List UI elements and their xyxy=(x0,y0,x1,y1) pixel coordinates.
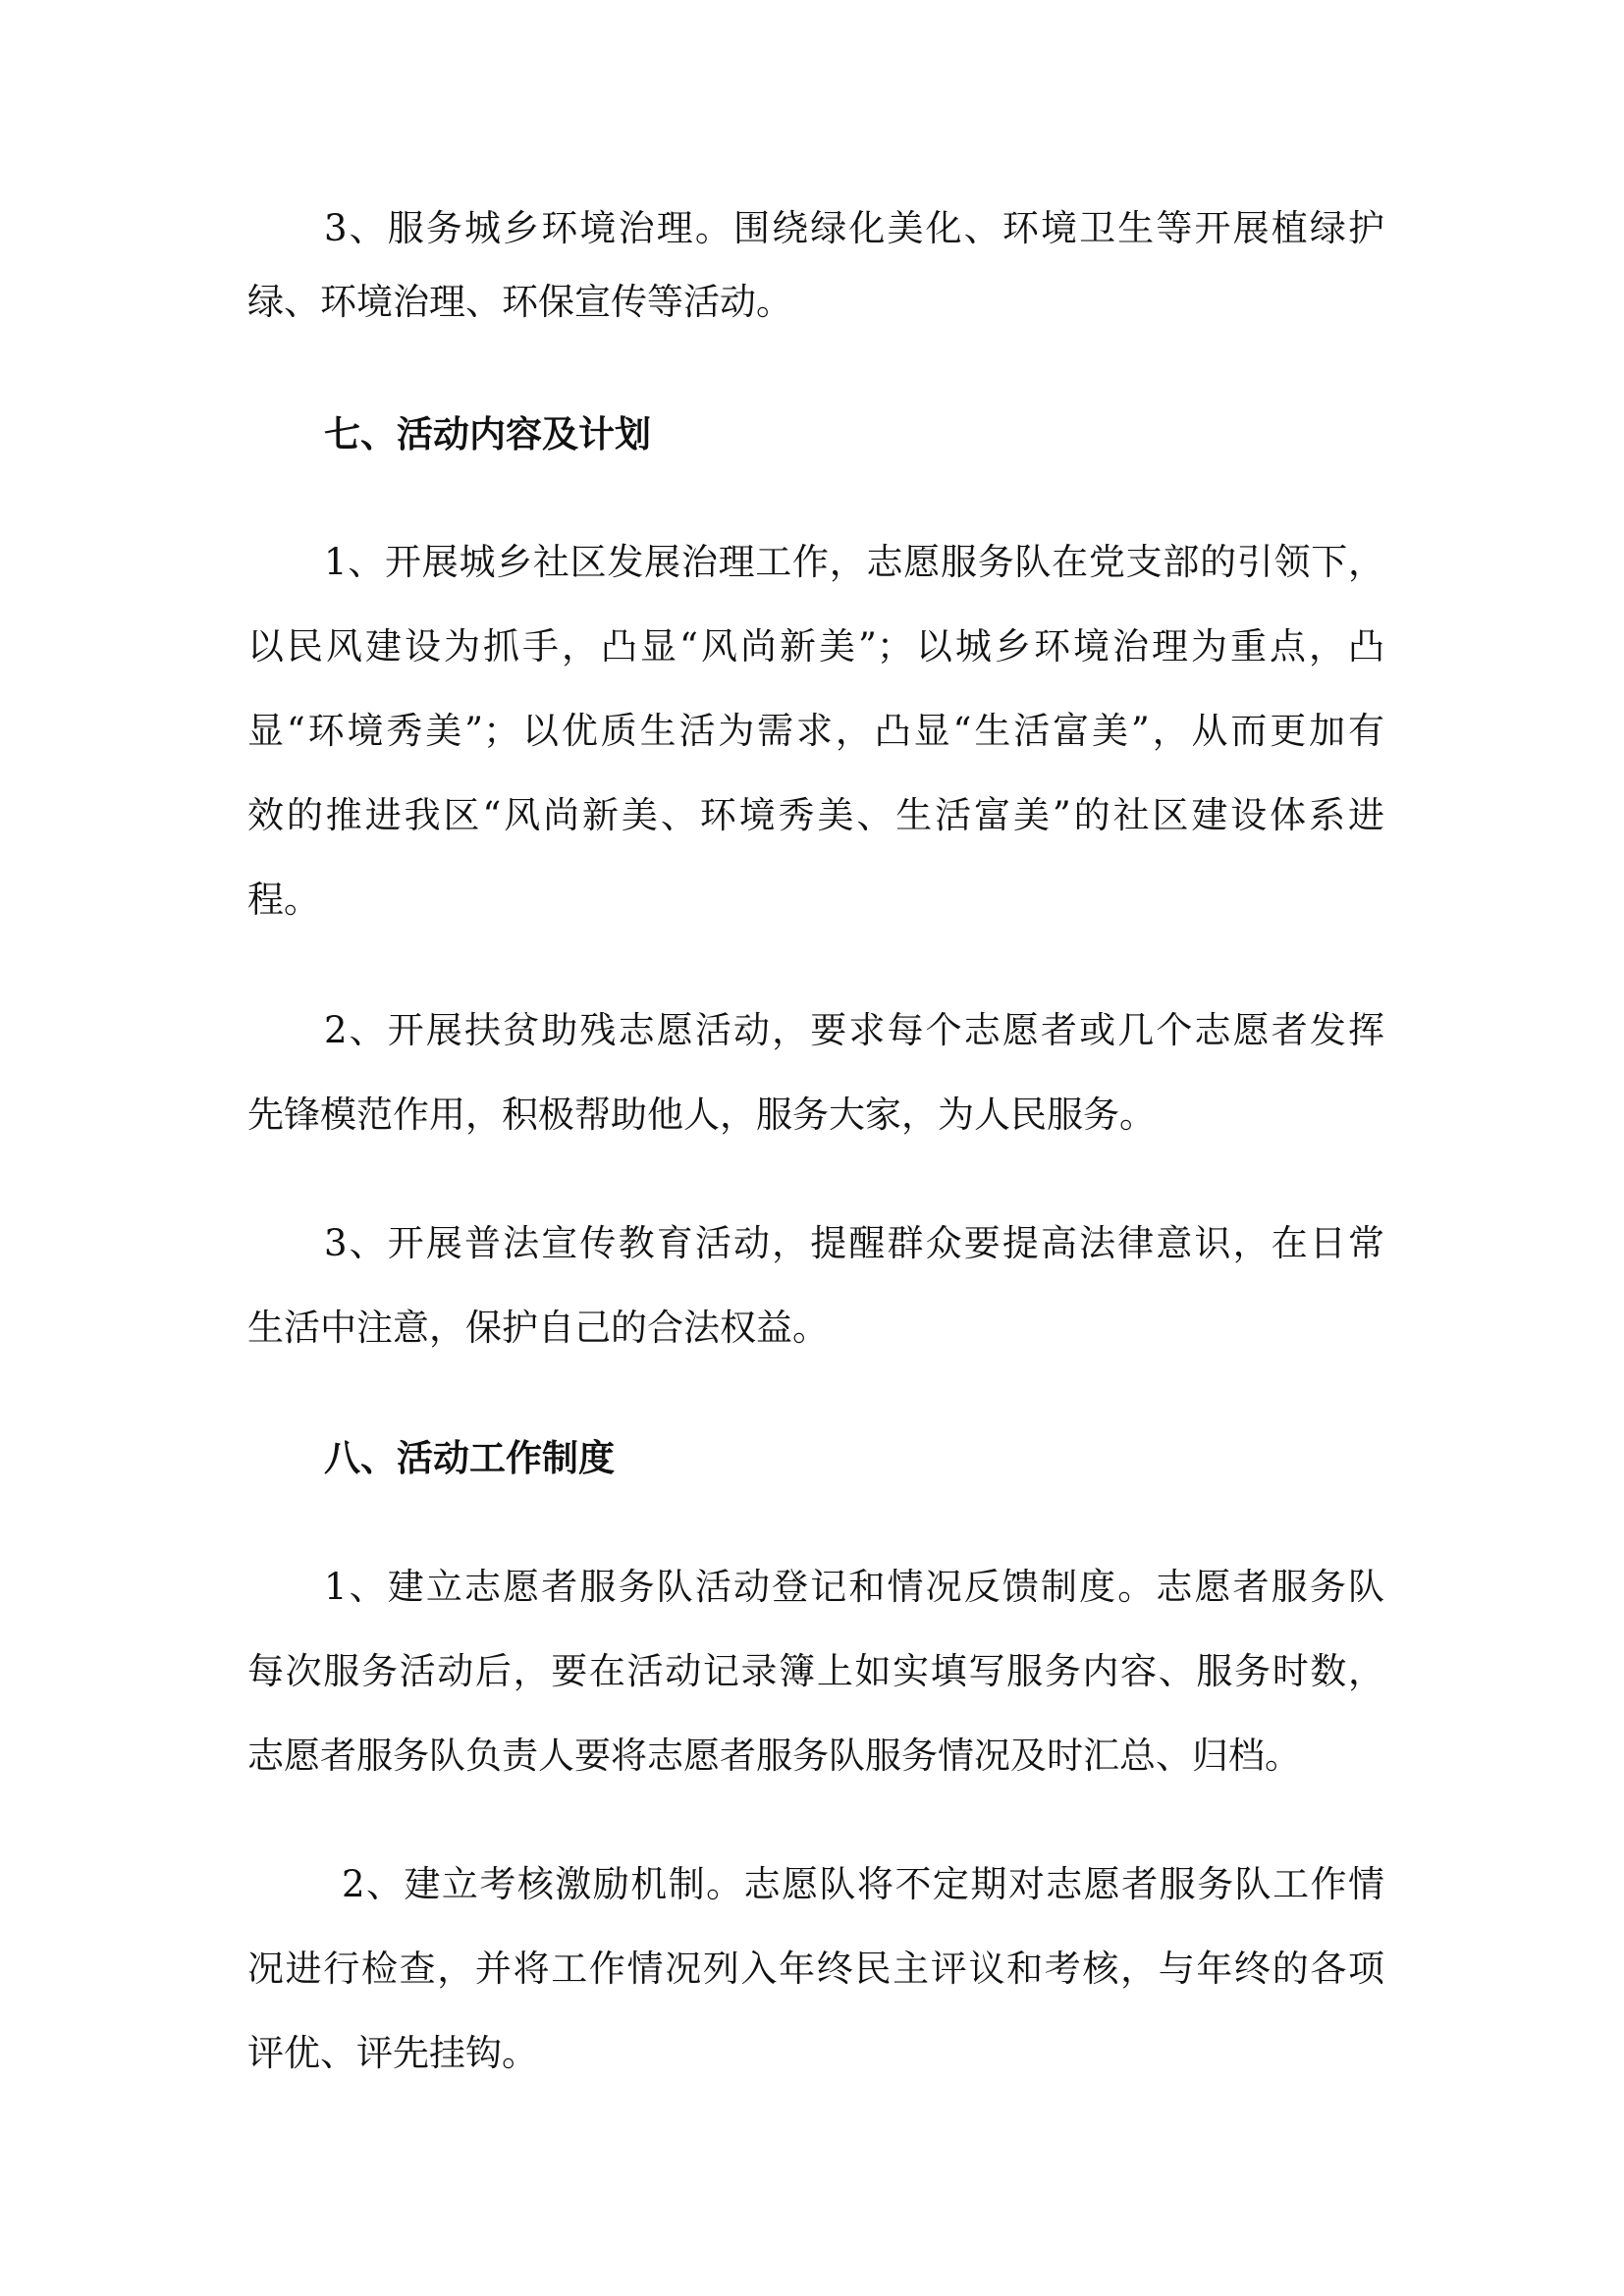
paragraph-line: 3、开展普法宣传教育活动，提醒群众要提高法律意识，在日常 xyxy=(324,1222,1384,1264)
paragraph-environment-governance xyxy=(247,191,1384,339)
paragraph-line: 生活中注意，保护自己的合法权益。 xyxy=(247,1307,829,1349)
paragraph-line: 1、建立志愿者服务队活动登记和情况反馈制度。志愿者服务队 xyxy=(324,1566,1384,1608)
paragraph-line: 每次服务活动后，要在活动记录簿上如实填写服务内容、服务时数， xyxy=(247,1650,1384,1692)
paragraph-legal-education xyxy=(247,1201,1384,1370)
paragraph-line: 3、服务城乡环境治理。围绕绿化美化、环境卫生等开展植绿护 xyxy=(324,207,1384,249)
paragraph-line: 志愿者服务队负责人要将志愿者服务队服务情况及时汇总、归档。 xyxy=(247,1735,1301,1777)
paragraph-line: 1、开展城乡社区发展治理工作，志愿服务队在党支部的引领下， xyxy=(324,541,1384,583)
paragraph-registration-feedback xyxy=(247,1545,1384,1798)
paragraph-line: 况进行检查，并将工作情况列入年终民主评议和考核，与年终的各项 xyxy=(247,1948,1384,1990)
section-heading-work-system: 八、活动工作制度 xyxy=(324,1436,615,1479)
paragraph-line: 以民风建设为抓手，凸显“风尚新美”；以城乡环境治理为重点，凸 xyxy=(247,625,1384,667)
paragraph-line: 2、建立考核激励机制。志愿队将不定期对志愿者服务队工作情 xyxy=(342,1863,1384,1905)
paragraph-assessment-incentive xyxy=(247,1842,1384,2096)
paragraph-line: 评优、评先挂钩。 xyxy=(247,2032,538,2074)
section-heading-activities-plan: 七、活动内容及计划 xyxy=(324,412,651,455)
paragraph-line: 显“环境秀美”；以优质生活为需求，凸显“生活富美”，从而更加有 xyxy=(247,710,1384,752)
paragraph-community-governance xyxy=(247,520,1384,942)
paragraph-poverty-disability-aid xyxy=(247,988,1384,1157)
paragraph-line: 程。 xyxy=(247,879,320,921)
paragraph-line: 2、开展扶贫助残志愿活动，要求每个志愿者或几个志愿者发挥 xyxy=(324,1009,1384,1051)
paragraph-line: 先锋模范作用，积极帮助他人，服务大家，为人民服务。 xyxy=(247,1094,1156,1136)
paragraph-line: 效的推进我区“风尚新美、环境秀美、生活富美”的社区建设体系进 xyxy=(247,794,1384,836)
paragraph-line: 绿、环境治理、环保宣传等活动。 xyxy=(247,281,792,323)
